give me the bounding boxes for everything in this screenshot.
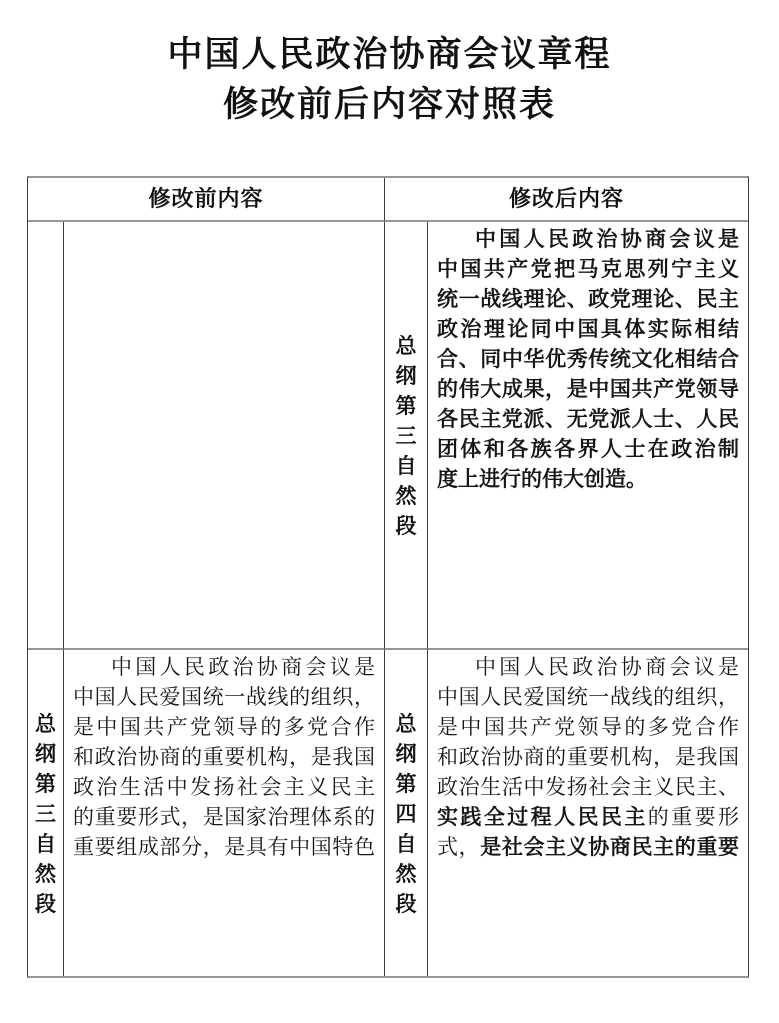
row1-before-paragraph-label (28, 222, 64, 650)
text-line: 各民主党派、无党派人士、人民 (437, 408, 739, 431)
text-line: 中国人民政治协商会议是 (475, 228, 739, 251)
text-line: 政治理论同中国具体实际相结 (437, 318, 739, 341)
text-line: 中国人民爱国统一战线的组织， (73, 685, 375, 709)
text-line: 政治生活中发扬社会主义民主、 (437, 775, 739, 799)
document-title-line1: 中国人民政治协商会议章程 (167, 35, 612, 74)
label-char: 自 (395, 455, 417, 478)
text-line: 中国共产党把马克思列宁主义 (437, 258, 739, 281)
text-line (437, 831, 739, 861)
row1-after-paragraph-label (385, 222, 428, 650)
row2-after-paragraph-text (428, 650, 748, 976)
row2-before-paragraph-label (28, 650, 64, 976)
text-line: 中国人民政治协商会议是 (111, 655, 375, 679)
label-char: 四 (395, 803, 417, 826)
revised-bold-segment: 实践全过程人民民主 (437, 806, 648, 829)
label-char: 自 (35, 833, 56, 856)
header-cell-before: 修改前内容 (28, 178, 385, 222)
text-line: 团体和各族各界人士在政治制 (437, 438, 739, 461)
revised-bold-segment: 是社会主义协商民主的重要 (480, 836, 740, 859)
text-line: 和政治协商的重要机构，是我国 (437, 745, 739, 769)
label-char: 然 (395, 863, 417, 886)
row1-after-paragraph-text (428, 222, 748, 650)
text-segment: 的重要形 (647, 805, 739, 829)
text-line: 政治生活中发扬社会主义民主 (73, 775, 375, 799)
comparison-table (27, 176, 749, 978)
label-char: 纲 (35, 743, 56, 766)
label-char: 然 (395, 485, 417, 508)
document-title-line2: 修改前后内容对照表 (222, 85, 556, 124)
text-line: 度上进行的伟大创造。 (437, 468, 647, 491)
text-segment: 式， (437, 835, 481, 859)
label-char: 总 (35, 713, 56, 736)
label-char: 纲 (395, 743, 417, 766)
text-line: 和政治协商的重要机构，是我国 (73, 745, 375, 769)
label-char: 三 (35, 803, 56, 826)
label-char: 总 (395, 713, 417, 736)
label-char: 第 (35, 773, 56, 796)
text-line (437, 801, 739, 831)
label-char: 自 (395, 833, 417, 856)
document-title (0, 30, 779, 130)
row2-before-paragraph-text (64, 650, 385, 976)
header-cell-after: 修改后内容 (385, 178, 748, 222)
row1-before-paragraph-text (64, 222, 385, 650)
label-char: 然 (35, 863, 56, 886)
label-char: 第 (395, 395, 417, 418)
text-line: 的重要形式，是国家治理体系的 (73, 805, 375, 829)
label-char: 纲 (395, 365, 417, 388)
label-char: 段 (395, 515, 417, 538)
row2-after-paragraph-label (385, 650, 428, 976)
text-line: 中国人民政治协商会议是 (475, 655, 739, 679)
label-char: 总 (395, 335, 417, 358)
text-line: 中国人民爱国统一战线的组织， (437, 685, 739, 709)
label-char: 段 (35, 893, 56, 916)
label-char: 三 (395, 425, 417, 448)
text-line: 是中国共产党领导的多党合作 (437, 715, 739, 739)
text-line: 合、同中华优秀传统文化相结合 (437, 348, 739, 371)
label-char: 段 (395, 893, 417, 916)
text-line: 重要组成部分，是具有中国特色 (73, 835, 375, 859)
text-line: 的伟大成果，是中国共产党领导 (437, 378, 739, 401)
label-char: 第 (395, 773, 417, 796)
text-line: 是中国共产党领导的多党合作 (73, 715, 375, 739)
text-line: 统一战线理论、政党理论、民主 (437, 288, 739, 311)
